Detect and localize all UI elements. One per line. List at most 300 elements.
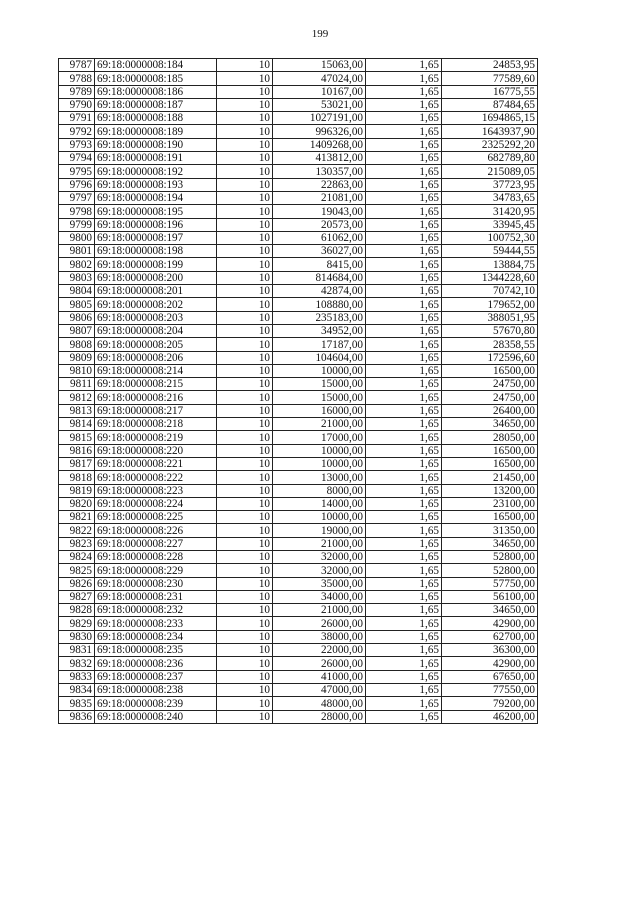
total-cell: 172596,60 — [442, 351, 538, 364]
total-cell: 24750,00 — [442, 378, 538, 391]
row-number-cell: 9821 — [59, 511, 95, 524]
area-cell: 38000,00 — [273, 630, 366, 643]
row-number-cell: 9797 — [59, 191, 95, 204]
table-row — [59, 670, 538, 683]
row-number-cell: 9794 — [59, 152, 95, 165]
coefficient-cell: 1,65 — [366, 683, 442, 696]
row-number-cell: 9789 — [59, 85, 95, 98]
table-row — [59, 59, 538, 72]
coefficient-cell: 1,65 — [366, 311, 442, 324]
table-row — [59, 138, 538, 151]
coefficient-cell: 1,65 — [366, 391, 442, 404]
table-row — [59, 537, 538, 550]
table-row — [59, 457, 538, 470]
row-number-cell: 9825 — [59, 564, 95, 577]
cadastral-number-cell: 69:18:0000008:230 — [95, 577, 217, 590]
cadastral-number-cell: 69:18:0000008:196 — [95, 218, 217, 231]
total-cell: 31420,95 — [442, 205, 538, 218]
total-cell: 388051,95 — [442, 311, 538, 324]
rate-cell: 10 — [217, 431, 273, 444]
rate-cell: 10 — [217, 457, 273, 470]
coefficient-cell: 1,65 — [366, 670, 442, 683]
table-row — [59, 112, 538, 125]
total-cell: 28358,55 — [442, 338, 538, 351]
total-cell: 100752,30 — [442, 231, 538, 244]
coefficient-cell: 1,65 — [366, 537, 442, 550]
table-row — [59, 511, 538, 524]
registry-table — [58, 58, 538, 724]
area-cell: 19043,00 — [273, 205, 366, 218]
total-cell: 56100,00 — [442, 590, 538, 603]
total-cell: 1344228,60 — [442, 271, 538, 284]
page-number: 199 — [311, 28, 329, 40]
coefficient-cell: 1,65 — [366, 98, 442, 111]
row-number-cell: 9807 — [59, 324, 95, 337]
cadastral-number-cell: 69:18:0000008:231 — [95, 590, 217, 603]
table-row — [59, 191, 538, 204]
coefficient-cell: 1,65 — [366, 524, 442, 537]
total-cell: 24750,00 — [442, 391, 538, 404]
row-number-cell: 9836 — [59, 710, 95, 723]
row-number-cell: 9809 — [59, 351, 95, 364]
table-row — [59, 125, 538, 138]
area-cell: 235183,00 — [273, 311, 366, 324]
table-row — [59, 98, 538, 111]
row-number-cell: 9792 — [59, 125, 95, 138]
row-number-cell: 9796 — [59, 178, 95, 191]
area-cell: 32000,00 — [273, 564, 366, 577]
coefficient-cell: 1,65 — [366, 271, 442, 284]
cadastral-number-cell: 69:18:0000008:234 — [95, 630, 217, 643]
area-cell: 34952,00 — [273, 324, 366, 337]
row-number-cell: 9802 — [59, 258, 95, 271]
row-number-cell: 9815 — [59, 431, 95, 444]
row-number-cell: 9812 — [59, 391, 95, 404]
rate-cell: 10 — [217, 338, 273, 351]
total-cell: 31350,00 — [442, 524, 538, 537]
rate-cell: 10 — [217, 125, 273, 138]
total-cell: 59444,55 — [442, 245, 538, 258]
area-cell: 413812,00 — [273, 152, 366, 165]
coefficient-cell: 1,65 — [366, 378, 442, 391]
area-cell: 26000,00 — [273, 657, 366, 670]
coefficient-cell: 1,65 — [366, 218, 442, 231]
area-cell: 41000,00 — [273, 670, 366, 683]
area-cell: 53021,00 — [273, 98, 366, 111]
table-row — [59, 271, 538, 284]
row-number-cell: 9829 — [59, 617, 95, 630]
table-row — [59, 378, 538, 391]
total-cell: 26400,00 — [442, 404, 538, 417]
table-row — [59, 604, 538, 617]
area-cell: 21000,00 — [273, 418, 366, 431]
cadastral-number-cell: 69:18:0000008:194 — [95, 191, 217, 204]
cadastral-number-cell: 69:18:0000008:214 — [95, 364, 217, 377]
total-cell: 34783,65 — [442, 191, 538, 204]
coefficient-cell: 1,65 — [366, 604, 442, 617]
total-cell: 16500,00 — [442, 444, 538, 457]
rate-cell: 10 — [217, 112, 273, 125]
coefficient-cell: 1,65 — [366, 231, 442, 244]
area-cell: 10167,00 — [273, 85, 366, 98]
area-cell: 14000,00 — [273, 497, 366, 510]
rate-cell: 10 — [217, 98, 273, 111]
coefficient-cell: 1,65 — [366, 497, 442, 510]
rate-cell: 10 — [217, 391, 273, 404]
rate-cell: 10 — [217, 418, 273, 431]
coefficient-cell: 1,65 — [366, 404, 442, 417]
rate-cell: 10 — [217, 72, 273, 85]
area-cell: 20573,00 — [273, 218, 366, 231]
cadastral-number-cell: 69:18:0000008:228 — [95, 550, 217, 563]
rate-cell: 10 — [217, 604, 273, 617]
cadastral-number-cell: 69:18:0000008:191 — [95, 152, 217, 165]
coefficient-cell: 1,65 — [366, 72, 442, 85]
rate-cell: 10 — [217, 351, 273, 364]
area-cell: 22000,00 — [273, 644, 366, 657]
table-row — [59, 298, 538, 311]
cadastral-number-cell: 69:18:0000008:226 — [95, 524, 217, 537]
rate-cell: 10 — [217, 511, 273, 524]
table-row — [59, 218, 538, 231]
coefficient-cell: 1,65 — [366, 152, 442, 165]
row-number-cell: 9793 — [59, 138, 95, 151]
row-number-cell: 9832 — [59, 657, 95, 670]
cadastral-number-cell: 69:18:0000008:195 — [95, 205, 217, 218]
total-cell: 179652,00 — [442, 298, 538, 311]
row-number-cell: 9824 — [59, 550, 95, 563]
area-cell: 996326,00 — [273, 125, 366, 138]
cadastral-number-cell: 69:18:0000008:218 — [95, 418, 217, 431]
total-cell: 34650,00 — [442, 537, 538, 550]
row-number-cell: 9791 — [59, 112, 95, 125]
rate-cell: 10 — [217, 178, 273, 191]
row-number-cell: 9805 — [59, 298, 95, 311]
table-row — [59, 630, 538, 643]
cadastral-number-cell: 69:18:0000008:222 — [95, 471, 217, 484]
area-cell: 10000,00 — [273, 457, 366, 470]
total-cell: 13884,75 — [442, 258, 538, 271]
row-number-cell: 9826 — [59, 577, 95, 590]
row-number-cell: 9819 — [59, 484, 95, 497]
area-cell: 16000,00 — [273, 404, 366, 417]
row-number-cell: 9795 — [59, 165, 95, 178]
rate-cell: 10 — [217, 85, 273, 98]
area-cell: 15000,00 — [273, 391, 366, 404]
table-row — [59, 324, 538, 337]
coefficient-cell: 1,65 — [366, 511, 442, 524]
coefficient-cell: 1,65 — [366, 245, 442, 258]
cadastral-number-cell: 69:18:0000008:201 — [95, 285, 217, 298]
area-cell: 32000,00 — [273, 550, 366, 563]
rate-cell: 10 — [217, 484, 273, 497]
cadastral-number-cell: 69:18:0000008:227 — [95, 537, 217, 550]
total-cell: 16775,55 — [442, 85, 538, 98]
registry-table-body — [59, 59, 538, 724]
row-number-cell: 9818 — [59, 471, 95, 484]
area-cell: 17000,00 — [273, 431, 366, 444]
coefficient-cell: 1,65 — [366, 364, 442, 377]
coefficient-cell: 1,65 — [366, 285, 442, 298]
total-cell: 682789,80 — [442, 152, 538, 165]
rate-cell: 10 — [217, 138, 273, 151]
cadastral-number-cell: 69:18:0000008:189 — [95, 125, 217, 138]
total-cell: 79200,00 — [442, 697, 538, 710]
rate-cell: 10 — [217, 191, 273, 204]
cadastral-number-cell: 69:18:0000008:203 — [95, 311, 217, 324]
table-row — [59, 152, 538, 165]
table-row — [59, 418, 538, 431]
coefficient-cell: 1,65 — [366, 191, 442, 204]
total-cell: 24853,95 — [442, 59, 538, 72]
total-cell: 57750,00 — [442, 577, 538, 590]
cadastral-number-cell: 69:18:0000008:217 — [95, 404, 217, 417]
coefficient-cell: 1,65 — [366, 644, 442, 657]
cadastral-number-cell: 69:18:0000008:224 — [95, 497, 217, 510]
row-number-cell: 9811 — [59, 378, 95, 391]
total-cell: 52800,00 — [442, 564, 538, 577]
area-cell: 10000,00 — [273, 444, 366, 457]
coefficient-cell: 1,65 — [366, 431, 442, 444]
cadastral-number-cell: 69:18:0000008:185 — [95, 72, 217, 85]
area-cell: 104604,00 — [273, 351, 366, 364]
cadastral-number-cell: 69:18:0000008:239 — [95, 697, 217, 710]
table-row — [59, 524, 538, 537]
area-cell: 10000,00 — [273, 511, 366, 524]
rate-cell: 10 — [217, 710, 273, 723]
cadastral-number-cell: 69:18:0000008:235 — [95, 644, 217, 657]
coefficient-cell: 1,65 — [366, 112, 442, 125]
cadastral-number-cell: 69:18:0000008:184 — [95, 59, 217, 72]
cadastral-number-cell: 69:18:0000008:232 — [95, 604, 217, 617]
rate-cell: 10 — [217, 59, 273, 72]
cadastral-number-cell: 69:18:0000008:186 — [95, 85, 217, 98]
coefficient-cell: 1,65 — [366, 617, 442, 630]
area-cell: 42874,00 — [273, 285, 366, 298]
rate-cell: 10 — [217, 324, 273, 337]
total-cell: 67650,00 — [442, 670, 538, 683]
row-number-cell: 9831 — [59, 644, 95, 657]
table-row — [59, 484, 538, 497]
coefficient-cell: 1,65 — [366, 710, 442, 723]
table-row — [59, 683, 538, 696]
area-cell: 108880,00 — [273, 298, 366, 311]
cadastral-number-cell: 69:18:0000008:220 — [95, 444, 217, 457]
row-number-cell: 9827 — [59, 590, 95, 603]
row-number-cell: 9814 — [59, 418, 95, 431]
table-row — [59, 710, 538, 723]
table-row — [59, 590, 538, 603]
area-cell: 1409268,00 — [273, 138, 366, 151]
row-number-cell: 9808 — [59, 338, 95, 351]
area-cell: 47024,00 — [273, 72, 366, 85]
coefficient-cell: 1,65 — [366, 138, 442, 151]
coefficient-cell: 1,65 — [366, 657, 442, 670]
cadastral-number-cell: 69:18:0000008:199 — [95, 258, 217, 271]
cadastral-number-cell: 69:18:0000008:200 — [95, 271, 217, 284]
coefficient-cell: 1,65 — [366, 125, 442, 138]
row-number-cell: 9830 — [59, 630, 95, 643]
area-cell: 15063,00 — [273, 59, 366, 72]
row-number-cell: 9798 — [59, 205, 95, 218]
area-cell: 21081,00 — [273, 191, 366, 204]
coefficient-cell: 1,65 — [366, 697, 442, 710]
cadastral-number-cell: 69:18:0000008:198 — [95, 245, 217, 258]
table-row — [59, 577, 538, 590]
table-row — [59, 564, 538, 577]
area-cell: 13000,00 — [273, 471, 366, 484]
cadastral-number-cell: 69:18:0000008:238 — [95, 683, 217, 696]
rate-cell: 10 — [217, 630, 273, 643]
row-number-cell: 9788 — [59, 72, 95, 85]
coefficient-cell: 1,65 — [366, 165, 442, 178]
area-cell: 34000,00 — [273, 590, 366, 603]
table-row — [59, 431, 538, 444]
coefficient-cell: 1,65 — [366, 338, 442, 351]
total-cell: 52800,00 — [442, 550, 538, 563]
coefficient-cell: 1,65 — [366, 418, 442, 431]
table-row — [59, 165, 538, 178]
row-number-cell: 9816 — [59, 444, 95, 457]
area-cell: 22863,00 — [273, 178, 366, 191]
area-cell: 47000,00 — [273, 683, 366, 696]
rate-cell: 10 — [217, 165, 273, 178]
rate-cell: 10 — [217, 152, 273, 165]
coefficient-cell: 1,65 — [366, 258, 442, 271]
rate-cell: 10 — [217, 271, 273, 284]
table-row — [59, 178, 538, 191]
table-row — [59, 72, 538, 85]
rate-cell: 10 — [217, 670, 273, 683]
rate-cell: 10 — [217, 524, 273, 537]
total-cell: 37723,95 — [442, 178, 538, 191]
cadastral-number-cell: 69:18:0000008:206 — [95, 351, 217, 364]
cadastral-number-cell: 69:18:0000008:197 — [95, 231, 217, 244]
coefficient-cell: 1,65 — [366, 550, 442, 563]
row-number-cell: 9790 — [59, 98, 95, 111]
area-cell: 814684,00 — [273, 271, 366, 284]
area-cell: 61062,00 — [273, 231, 366, 244]
coefficient-cell: 1,65 — [366, 351, 442, 364]
area-cell: 36027,00 — [273, 245, 366, 258]
table-row — [59, 258, 538, 271]
area-cell: 26000,00 — [273, 617, 366, 630]
table-row — [59, 285, 538, 298]
cadastral-number-cell: 69:18:0000008:219 — [95, 431, 217, 444]
total-cell: 70742,10 — [442, 285, 538, 298]
cadastral-number-cell: 69:18:0000008:225 — [95, 511, 217, 524]
total-cell: 42900,00 — [442, 617, 538, 630]
row-number-cell: 9835 — [59, 697, 95, 710]
row-number-cell: 9803 — [59, 271, 95, 284]
rate-cell: 10 — [217, 218, 273, 231]
rate-cell: 10 — [217, 205, 273, 218]
row-number-cell: 9828 — [59, 604, 95, 617]
total-cell: 23100,00 — [442, 497, 538, 510]
cadastral-number-cell: 69:18:0000008:188 — [95, 112, 217, 125]
rate-cell: 10 — [217, 404, 273, 417]
rate-cell: 10 — [217, 564, 273, 577]
cadastral-number-cell: 69:18:0000008:236 — [95, 657, 217, 670]
area-cell: 8000,00 — [273, 484, 366, 497]
table-row — [59, 338, 538, 351]
cadastral-number-cell: 69:18:0000008:223 — [95, 484, 217, 497]
rate-cell: 10 — [217, 258, 273, 271]
cadastral-number-cell: 69:18:0000008:229 — [95, 564, 217, 577]
coefficient-cell: 1,65 — [366, 630, 442, 643]
rate-cell: 10 — [217, 683, 273, 696]
rate-cell: 10 — [217, 697, 273, 710]
total-cell: 42900,00 — [442, 657, 538, 670]
coefficient-cell: 1,65 — [366, 205, 442, 218]
table-row — [59, 351, 538, 364]
coefficient-cell: 1,65 — [366, 298, 442, 311]
table-row — [59, 85, 538, 98]
rate-cell: 10 — [217, 537, 273, 550]
rate-cell: 10 — [217, 657, 273, 670]
total-cell: 57670,80 — [442, 324, 538, 337]
total-cell: 1694865,15 — [442, 112, 538, 125]
row-number-cell: 9820 — [59, 497, 95, 510]
row-number-cell: 9834 — [59, 683, 95, 696]
coefficient-cell: 1,65 — [366, 564, 442, 577]
table-row — [59, 205, 538, 218]
cadastral-number-cell: 69:18:0000008:190 — [95, 138, 217, 151]
total-cell: 16500,00 — [442, 457, 538, 470]
coefficient-cell: 1,65 — [366, 85, 442, 98]
total-cell: 1643937,90 — [442, 125, 538, 138]
total-cell: 87484,65 — [442, 98, 538, 111]
total-cell: 33945,45 — [442, 218, 538, 231]
rate-cell: 10 — [217, 298, 273, 311]
area-cell: 19000,00 — [273, 524, 366, 537]
table-row — [59, 391, 538, 404]
table-row — [59, 497, 538, 510]
rate-cell: 10 — [217, 577, 273, 590]
rate-cell: 10 — [217, 471, 273, 484]
row-number-cell: 9800 — [59, 231, 95, 244]
total-cell: 16500,00 — [442, 511, 538, 524]
total-cell: 46200,00 — [442, 710, 538, 723]
row-number-cell: 9817 — [59, 457, 95, 470]
rate-cell: 10 — [217, 245, 273, 258]
area-cell: 21000,00 — [273, 537, 366, 550]
total-cell: 28050,00 — [442, 431, 538, 444]
rate-cell: 10 — [217, 550, 273, 563]
row-number-cell: 9833 — [59, 670, 95, 683]
table-row — [59, 644, 538, 657]
area-cell: 35000,00 — [273, 577, 366, 590]
total-cell: 21450,00 — [442, 471, 538, 484]
coefficient-cell: 1,65 — [366, 324, 442, 337]
row-number-cell: 9810 — [59, 364, 95, 377]
cadastral-number-cell: 69:18:0000008:187 — [95, 98, 217, 111]
table-row — [59, 550, 538, 563]
area-cell: 10000,00 — [273, 364, 366, 377]
cadastral-number-cell: 69:18:0000008:202 — [95, 298, 217, 311]
rate-cell: 10 — [217, 644, 273, 657]
total-cell: 77589,60 — [442, 72, 538, 85]
cadastral-number-cell: 69:18:0000008:237 — [95, 670, 217, 683]
rate-cell: 10 — [217, 378, 273, 391]
cadastral-number-cell: 69:18:0000008:221 — [95, 457, 217, 470]
area-cell: 48000,00 — [273, 697, 366, 710]
coefficient-cell: 1,65 — [366, 484, 442, 497]
area-cell: 15000,00 — [273, 378, 366, 391]
row-number-cell: 9804 — [59, 285, 95, 298]
table-row — [59, 231, 538, 244]
total-cell: 16500,00 — [442, 364, 538, 377]
